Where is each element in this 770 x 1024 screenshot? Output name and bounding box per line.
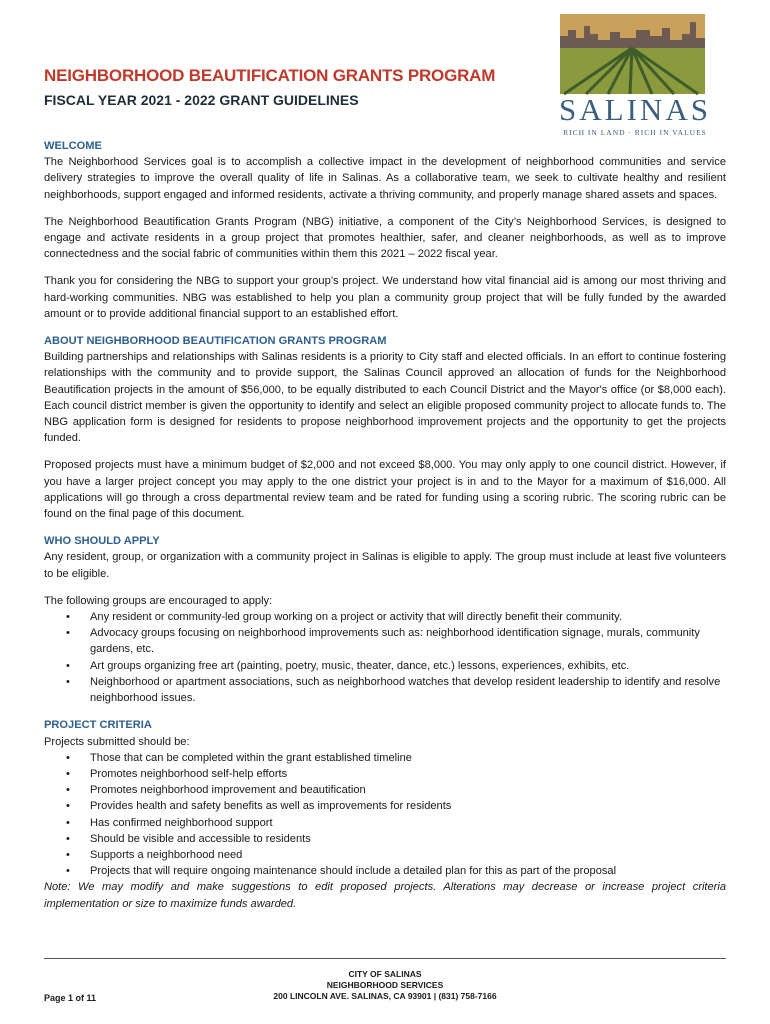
footer-address: 200 LINCOLN AVE. SALINAS, CA 93901 | (831) 758-7166	[273, 991, 497, 1001]
document-title: NEIGHBORHOOD BEAUTIFICATION GRANTS PROGRAM	[44, 66, 496, 85]
list-item: • Should be visible and accessible to residents	[90, 831, 726, 847]
welcome-paragraph-3: Thank you for considering the NBG to support your group’s project. We understand how vital financial aid is among our most thriving and hard-working communities. NBG was established to help you plan a community group project that will be fully funded by the awarded amount or to provide additional financial support to an established effort.	[44, 275, 726, 320]
list-item: • Promotes neighborhood self-help efforts	[90, 766, 726, 782]
list-item: • Has confirmed neighborhood support	[90, 815, 726, 831]
list-item: • Provides health and safety benefits as well as improvements for residents	[90, 798, 726, 814]
who-paragraph-2: The following groups are encouraged to apply:	[44, 594, 273, 607]
salinas-logo-graphic	[540, 14, 730, 138]
list-item: • Any resident or community-led group working on a project or activity that will directly benefit their community.	[90, 609, 726, 625]
list-item: • Those that can be completed within the grant established timeline	[90, 750, 726, 766]
logo-name: SALINAS	[559, 92, 711, 127]
page-footer	[44, 958, 726, 1002]
welcome-paragraph-2: The Neighborhood Beautification Grants Program (NBG) initiative, a component of the City’s Neighborhood Services, is designed to engage and activate residents in a group project that promotes healthier, safer, and cleaner neighborhoods, as well as to improve connectedness and the social fabric of communities within them this 2021 – 2022 fiscal year.	[44, 215, 726, 261]
list-item: • Promotes neighborhood improvement and beautification	[90, 782, 726, 798]
who-list	[44, 609, 726, 706]
criteria-intro: Projects submitted should be:	[44, 735, 190, 748]
list-item: • Supports a neighborhood need	[90, 847, 726, 863]
list-item: • Art groups organizing free art (painting, poetry, music, theater, dance, etc.) lessons, experiences, exhibits, etc.	[90, 658, 726, 674]
document-body	[44, 138, 726, 912]
footer-department: NEIGHBORHOOD SERVICES	[326, 980, 444, 990]
footer-org: CITY OF SALINAS	[348, 969, 422, 979]
who-paragraph-1: Any resident, group, or organization with a community project in Salinas is eligible to apply. The group must include at least five volunteers to be eligible.	[44, 551, 726, 580]
welcome-paragraph-1: The Neighborhood Services goal is to accomplish a collective impact in the development of neighborhood communities and service delivery strategies to improve the overall quality of life in Salinas. As a collaborative team, we seek to cultivate healthy and resilient neighborhoods, support engaged and informed residents, activate a thriving community, and properly manage shared assets and spaces.	[44, 156, 726, 201]
about-paragraph-1: Building partnerships and relationships with Salinas residents is a priority to City staff and elected officials. In an effort to continue fostering relationships with the community and to provide support, the Salinas Council approved an allocation of funds for the Neighborhood Beautification projects in the amount of $56,000, to be equally distributed to each Council District and the Mayor's office (or $8,000 each). Each council district member is given the opportunity to identify and select an eligible proposed community project to allocate funds to. The NBG application form is designed for residents to propose neighborhood improvement projects and the opportunity to get the projects funded.	[44, 351, 726, 445]
criteria-heading: PROJECT CRITERIA	[44, 719, 152, 732]
page-number: Page 1 of 11	[44, 993, 97, 1003]
document-subtitle: FISCAL YEAR 2021 - 2022 GRANT GUIDELINES	[44, 92, 359, 108]
who-heading: WHO SHOULD APPLY	[44, 535, 160, 548]
salinas-logo	[540, 14, 730, 138]
criteria-list	[44, 750, 726, 880]
criteria-note: Note: We may modify and make suggestions to edit proposed projects. Alterations may decrease or increase project criteria implementation or size to maximize funds awarded.	[44, 881, 726, 910]
list-item: • Projects that will require ongoing maintenance should include a detailed plan for this as part of the proposal	[90, 863, 726, 879]
about-heading: ABOUT NEIGHBORHOOD BEAUTIFICATION GRANTS PROGRAM	[44, 335, 387, 348]
list-item: • Advocacy groups focusing on neighborhood improvements such as: neighborhood identification signage, murals, community gardens, etc.	[90, 625, 726, 657]
about-paragraph-2: Proposed projects must have a minimum budget of $2,000 and not exceed $8,000. You may only apply to one council district. However, if you have a larger project concept you may apply to the one district your project is in and to the Mayor for a maximum of $16,000. All applications will go through a cross departmental review team and be rated for funding using a scoring rubric. The scoring rubric can be found on the final page of this document.	[44, 459, 726, 521]
list-item: • Neighborhood or apartment associations, such as neighborhood watches that develop resident leadership to identify and resolve neighborhood issues.	[90, 674, 726, 706]
logo-tagline: RICH IN LAND · RICH IN VALUES	[563, 128, 707, 137]
welcome-heading: WELCOME	[44, 140, 102, 152]
